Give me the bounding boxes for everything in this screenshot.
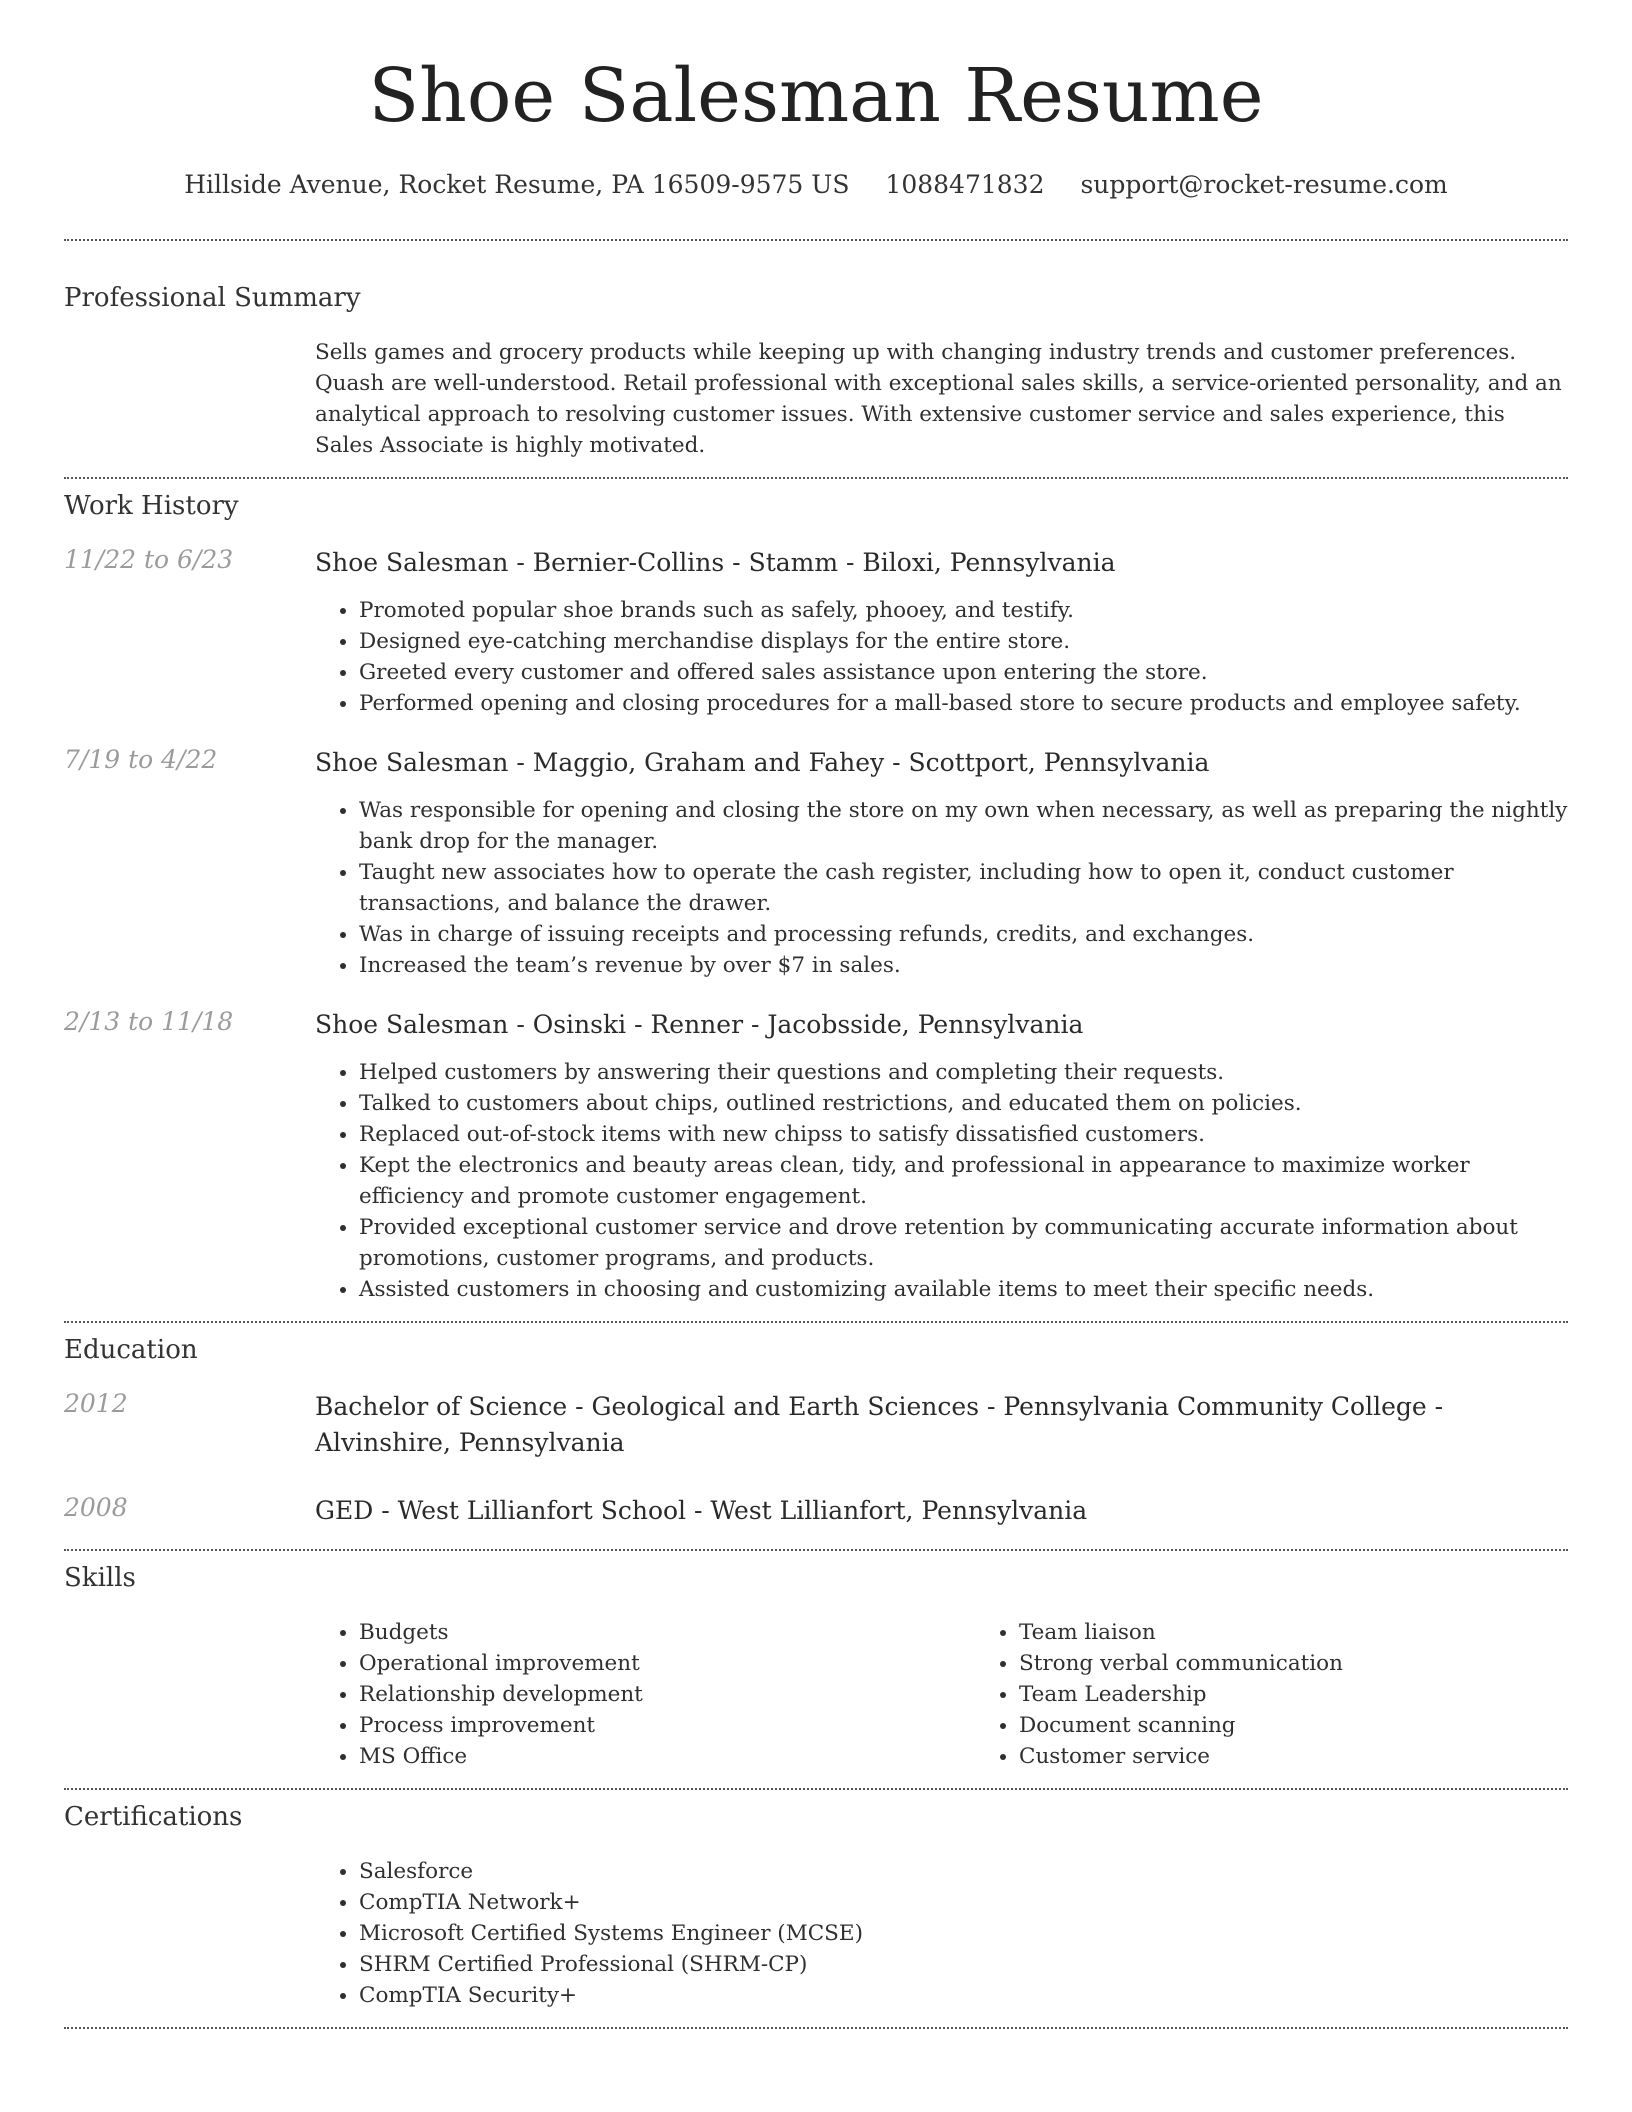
list-item: • Was in charge of issuing receipts and processing refunds, credits, and exchanges. — [359, 919, 1568, 950]
list-item: • Replaced out-of-stock items with new chipss to satisfy dissatisfied customers. — [359, 1119, 1568, 1150]
job-heading: Shoe Salesman - Osinski - Renner - Jacobsside, Pennsylvania — [315, 1010, 1084, 1039]
work-history-section — [64, 491, 1568, 1305]
education-entry — [64, 1389, 1568, 1461]
list-item: • Increased the team’s revenue by over $7 in sales. — [359, 950, 1568, 981]
section-title-education: Education — [64, 1335, 198, 1365]
section-title-summary: Professional Summary — [64, 283, 361, 313]
list-item: • Provided exceptional customer service and drove retention by communicating accurate information about promotions, customer programs, and products. — [359, 1212, 1568, 1274]
summary-text: Sells games and grocery products while keeping up with changing industry trends and customer preferences. Quash are well-understood. Retail professional with exceptional sales skills, a service-oriented personality, and an analytical approach to resolving customer issues. With extensive customer service and sales experience, this Sales Associate is highly motivated. — [315, 340, 1562, 458]
section-title-work: Work History — [64, 491, 239, 521]
skills-section — [64, 1563, 1568, 1772]
job-bullets — [315, 1057, 1568, 1305]
contact-phone: 1088471832 — [885, 170, 1045, 199]
list-item: • Designed eye-catching merchandise displays for the entire store. — [359, 626, 1568, 657]
list-item: • Microsoft Certified Systems Engineer (MCSE) — [359, 1918, 1568, 1949]
education-text: Bachelor of Science - Geological and Earth Sciences - Pennsylvania Community College - Alvinshire, Pennsylvania — [315, 1392, 1444, 1457]
list-item: • Relationship development — [359, 1679, 975, 1710]
list-item: • SHRM Certified Professional (SHRM-CP) — [359, 1949, 1568, 1980]
list-item: • Operational improvement — [359, 1648, 975, 1679]
skills-list-left — [315, 1617, 975, 1772]
job-heading: Shoe Salesman - Maggio, Graham and Fahey - Scottport, Pennsylvania — [315, 748, 1210, 777]
job-entry — [64, 745, 1568, 981]
list-item: • Team liaison — [1019, 1617, 1632, 1648]
job-bullets — [315, 595, 1568, 719]
education-year: 2012 — [64, 1389, 128, 1418]
divider — [64, 2027, 1568, 2029]
job-dates: 7/19 to 4/22 — [64, 745, 218, 774]
list-item: • MS Office — [359, 1741, 975, 1772]
list-item: • Strong verbal communication — [1019, 1648, 1632, 1679]
education-section — [64, 1335, 1568, 1529]
list-item: • Budgets — [359, 1617, 975, 1648]
list-item: • Kept the electronics and beauty areas clean, tidy, and professional in appearance to maximize worker efficiency and promote customer engagement. — [359, 1150, 1568, 1212]
list-item: • Salesforce — [359, 1856, 1568, 1887]
list-item: • Was responsible for opening and closing the store on my own when necessary, as well as preparing the nightly bank drop for the manager. — [359, 795, 1568, 857]
education-text: GED - West Lillianfort School - West Lillianfort, Pennsylvania — [315, 1496, 1088, 1525]
list-item: • Assisted customers in choosing and customizing available items to meet their specific needs. — [359, 1274, 1568, 1305]
job-entry — [64, 545, 1568, 719]
education-entry — [64, 1493, 1568, 1529]
divider — [64, 477, 1568, 479]
education-year: 2008 — [64, 1493, 128, 1522]
list-item: • Talked to customers about chips, outlined restrictions, and educated them on policies. — [359, 1088, 1568, 1119]
list-item: • CompTIA Network+ — [359, 1887, 1568, 1918]
contact-address: Hillside Avenue, Rocket Resume, PA 16509-9575 US — [184, 170, 850, 199]
divider — [64, 1321, 1568, 1323]
list-item: • CompTIA Security+ — [359, 1980, 1568, 2011]
contact-email[interactable]: support@rocket-resume.com — [1080, 170, 1448, 199]
certifications-section — [64, 1802, 1568, 2011]
list-item: • Performed opening and closing procedures for a mall-based store to secure products and employee safety. — [359, 688, 1568, 719]
divider — [64, 1788, 1568, 1790]
skills-grid — [315, 1617, 1632, 1772]
job-dates: 11/22 to 6/23 — [64, 545, 234, 574]
resume-title: Shoe Salesman Resume — [368, 53, 1264, 139]
list-item: • Process improvement — [359, 1710, 975, 1741]
list-item: • Greeted every customer and offered sales assistance upon entering the store. — [359, 657, 1568, 688]
list-item: • Document scanning — [1019, 1710, 1632, 1741]
list-item: • Team Leadership — [1019, 1679, 1632, 1710]
list-item: • Customer service — [1019, 1741, 1632, 1772]
section-title-skills: Skills — [64, 1563, 136, 1593]
contact-line — [64, 170, 1568, 199]
divider — [64, 1549, 1568, 1551]
list-item: • Helped customers by answering their questions and completing their requests. — [359, 1057, 1568, 1088]
certifications-list — [315, 1856, 1568, 2011]
list-item: • Promoted popular shoe brands such as safely, phooey, and testify. — [359, 595, 1568, 626]
job-dates: 2/13 to 11/18 — [64, 1007, 234, 1036]
skills-list-right — [975, 1617, 1632, 1772]
divider — [64, 239, 1568, 241]
job-entry — [64, 1007, 1568, 1305]
list-item: • Taught new associates how to operate the cash register, including how to open it, conduct customer transactions, and balance the drawer. — [359, 857, 1568, 919]
section-title-certifications: Certifications — [64, 1802, 243, 1832]
job-bullets — [315, 795, 1568, 981]
summary-section — [64, 283, 1568, 461]
job-heading: Shoe Salesman - Bernier-Collins - Stamm - Biloxi, Pennsylvania — [315, 548, 1116, 577]
